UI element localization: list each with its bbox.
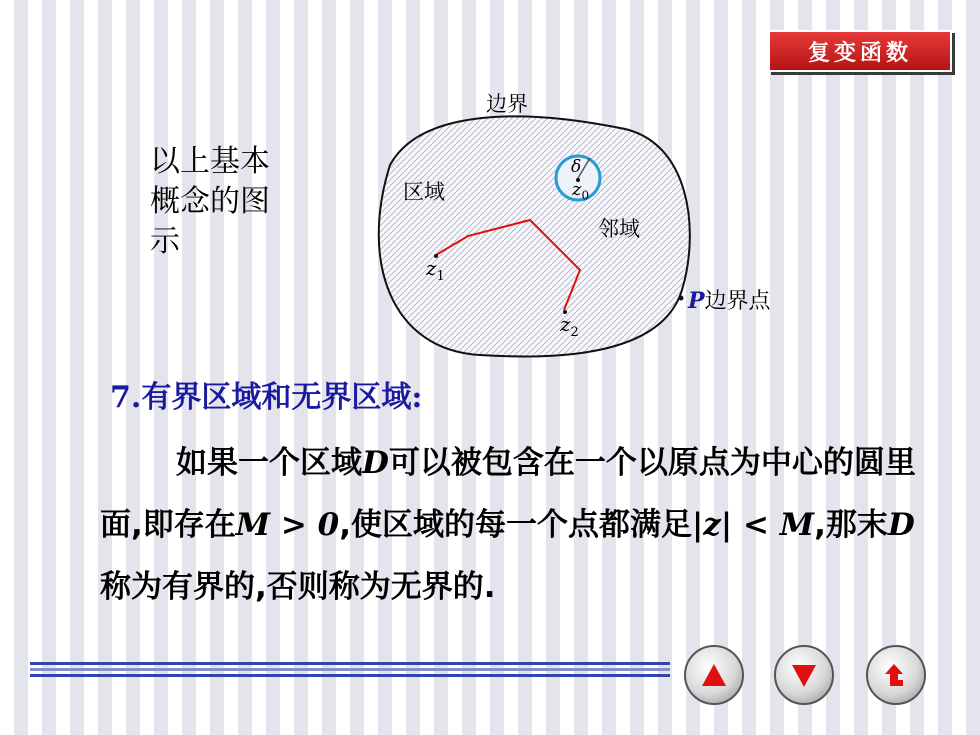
z1-label: $z_1$ [426,256,445,284]
boundary-point-dot [679,296,684,301]
course-title-badge: 复变函数 [768,30,952,72]
footer-lines [30,662,670,686]
up-triangle-icon [699,660,729,690]
boundary-label: 边界 [486,92,528,116]
diagram-caption: 以上基本概念的图示 [150,144,270,259]
section-heading: 7.有界区域和无界区域: [110,380,423,415]
delta-label: δ [571,157,582,177]
boundary-point-label: P边界点 [688,288,771,314]
return-button[interactable] [866,645,926,705]
prev-button[interactable] [684,645,744,705]
down-triangle-icon [789,660,819,690]
region-label: 区域 [403,180,445,204]
z0-label: $z_0$ [572,179,590,203]
next-button[interactable] [774,645,834,705]
neighborhood-label: 邻域 [598,217,640,241]
region-boundary [379,116,690,356]
definition-paragraph: 如果一个区域D可以被包含在一个以原点为中心的圆里面,即存在M > 0,使区域的每一个点都满足|z| < M,那末D称为有界的,否则称为无界的. [100,445,916,605]
return-icon [881,660,911,690]
z2-label: $z_2$ [560,312,579,340]
